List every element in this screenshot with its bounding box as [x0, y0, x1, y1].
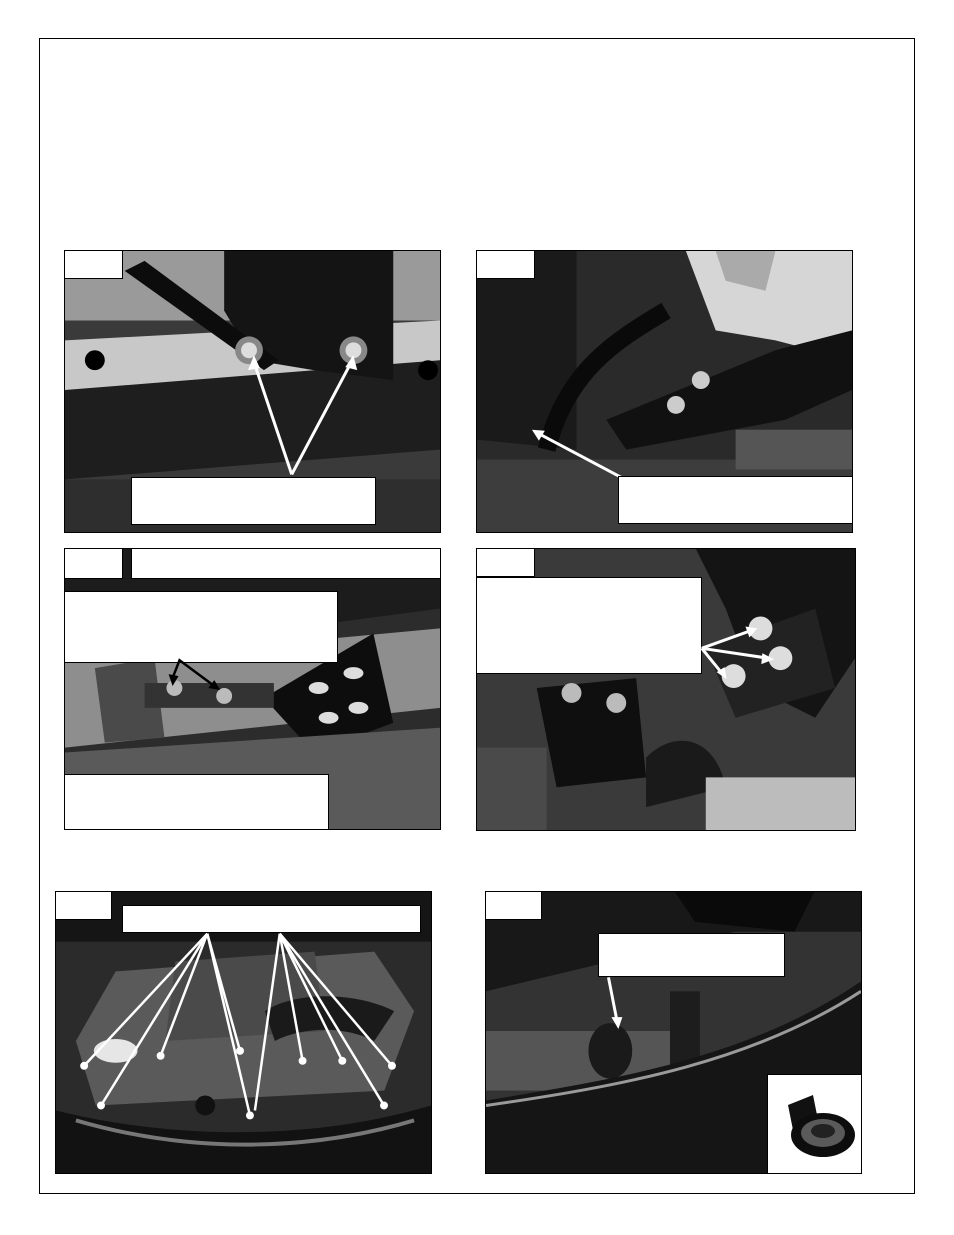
photo-3-number-tag	[65, 549, 123, 579]
photo-6-number-tag	[486, 892, 542, 920]
photo-1-number-tag	[65, 251, 123, 279]
photo-6	[485, 891, 862, 1174]
photo-6-callout	[598, 933, 785, 977]
bushing-part-image	[768, 1075, 862, 1174]
photo-2-number-tag	[477, 251, 535, 279]
photo-4-callout	[477, 577, 702, 674]
photo-6-inset	[767, 1074, 862, 1174]
photo-3-callout-top	[65, 591, 338, 663]
photo-3-callout-bottom	[65, 774, 329, 830]
photo-5-image	[56, 892, 431, 1173]
photo-5-title-bar	[122, 905, 421, 933]
photo-1	[64, 250, 441, 533]
photo-3-title-bar	[131, 549, 441, 579]
photo-5	[55, 891, 432, 1174]
photo-5-number-tag	[56, 892, 112, 920]
photo-2-callout	[618, 476, 853, 524]
photo-4-number-tag	[477, 549, 535, 577]
photo-2	[476, 250, 853, 533]
photo-3	[64, 548, 441, 830]
photo-1-callout	[131, 477, 376, 525]
photo-4	[476, 548, 856, 831]
